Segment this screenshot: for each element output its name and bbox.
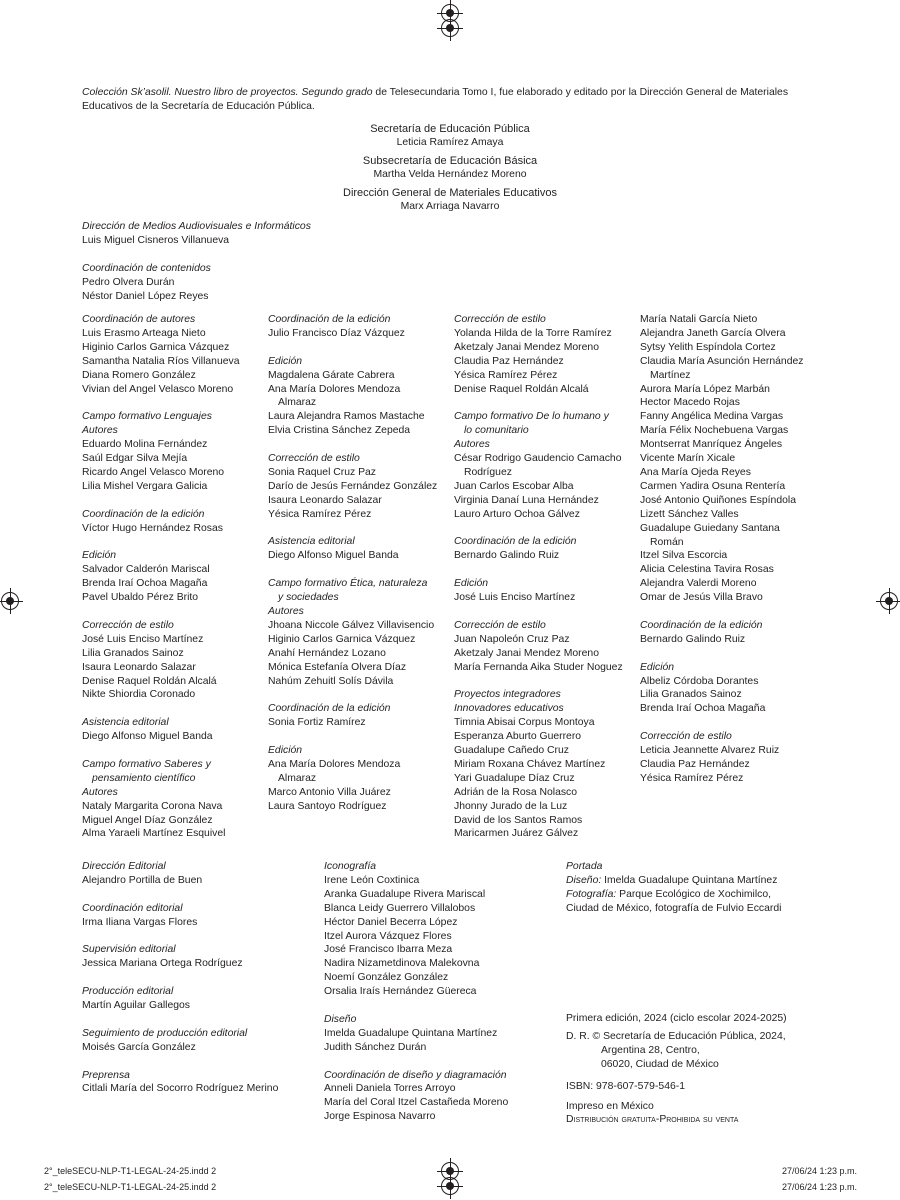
credit-name: Alejandra Janeth García Olvera <box>640 327 786 339</box>
credit-name: Hector Macedo Rojas <box>640 397 740 409</box>
credit-name: Blanca Leidy Guerrero Villalobos <box>324 902 476 914</box>
credit-name: Jessica Mariana Ortega Rodríguez <box>82 958 243 970</box>
credit-name: Noemí González González <box>324 972 449 984</box>
credit-name: Martínez <box>650 369 691 381</box>
spacer <box>268 438 448 452</box>
credit-name: Isaura Leonardo Salazar <box>268 494 382 506</box>
credit-name: Vicente Marín Xicale <box>640 453 736 465</box>
spacer <box>82 494 262 508</box>
credit-name: Elvia Cristina Sánchez Zepeda <box>268 425 411 437</box>
role-heading: Supervisión editorial <box>82 944 176 956</box>
role-heading: Asistencia editorial <box>82 717 169 729</box>
credit-name: Jhonny Jurado de la Luz <box>454 800 568 812</box>
credit-name: Julio Francisco Díaz Vázquez <box>268 327 405 339</box>
credit-name: Juan Napoleón Cruz Paz <box>454 633 570 645</box>
role-heading: Corrección de estilo <box>82 619 174 631</box>
role-heading: Edición <box>640 661 675 673</box>
credit-name: Brenda Iraí Ochoa Magaña <box>640 703 766 715</box>
spacer <box>82 1055 278 1069</box>
role-heading: Seguimiento de producción editorial <box>82 1027 248 1039</box>
credit-name: Yari Guadalupe Díaz Cruz <box>454 772 575 784</box>
credit-name: Pavel Ubaldo Pérez Brito <box>82 592 199 604</box>
credit-name: Nataly Margarita Corona Nava <box>82 800 223 812</box>
credit-name: Leticia Jeannette Alvarez Ruiz <box>640 745 780 757</box>
credit-name: Timnia Abisai Corpus Montoya <box>454 717 595 729</box>
spacer <box>82 605 262 619</box>
role-heading: Coordinación de autores <box>82 314 196 325</box>
spacer <box>82 535 262 549</box>
spacer <box>268 730 448 744</box>
credit-name: Claudia Paz Hernández <box>454 355 564 367</box>
officials-block <box>0 122 900 214</box>
credit-name: Darío de Jesús Fernández González <box>268 480 438 492</box>
official-name: Martha Velda Hernández Moreno <box>373 169 527 180</box>
credit-name: Yésica Ramírez Pérez <box>640 772 744 784</box>
credit-name: Irma Iliana Vargas Flores <box>82 916 198 928</box>
credit-name: María del Coral Itzel Castañeda Moreno <box>324 1097 509 1109</box>
official-title: Dirección General de Materiales Educativos <box>343 187 557 199</box>
credit-name: Magdalena Gárate Cabrera <box>268 369 395 381</box>
credit-name: Almaraz <box>278 772 317 784</box>
spacer <box>82 930 278 944</box>
spacer <box>82 971 278 985</box>
role-heading: Edición <box>454 578 489 590</box>
role-heading: Coordinación de la edición <box>268 314 391 325</box>
field-heading: Proyectos integradores <box>454 689 561 701</box>
credit-name: José Luis Enciso Martínez <box>82 633 204 645</box>
credit-name: Marco Antonio Villa Juárez <box>268 786 391 798</box>
spacer <box>640 647 820 661</box>
credit-name: Lauro Arturo Ochoa Gálvez <box>454 508 580 520</box>
spacer <box>324 1055 508 1069</box>
credit-name: Claudia Paz Hernández <box>640 758 750 770</box>
credit-name: María Fernanda Aika Studer Noguez <box>454 661 623 673</box>
spacer <box>82 744 262 758</box>
credit-name: Guadalupe Cañedo Cruz <box>454 745 569 757</box>
role-heading: Autores <box>82 786 118 798</box>
role-heading: Coordinación de la edición <box>268 703 391 715</box>
credit-name: Sytsy Yelith Espíndola Cortez <box>640 341 776 353</box>
role-heading: Corrección de estilo <box>640 731 732 743</box>
credit-name: Brenda Iraí Ochoa Magaña <box>82 578 208 590</box>
credit-name: Albeliz Córdoba Dorantes <box>640 675 759 687</box>
spacer <box>640 605 820 619</box>
credits-column-4 <box>640 313 820 786</box>
spacer <box>454 522 634 536</box>
credit-name: Carmen Yadira Osuna Rentería <box>640 480 786 492</box>
registration-mark-top-2 <box>441 19 459 37</box>
credit-name: Fanny Angélica Medina Vargas <box>640 411 784 423</box>
spacer <box>268 522 448 536</box>
credit-name: Nadira Nizametdinova Malekovna <box>324 958 480 970</box>
credit-name: Diego Alfonso Miguel Banda <box>268 550 399 562</box>
role-heading: Producción editorial <box>82 986 174 998</box>
spacer <box>454 605 634 619</box>
credit-name: Luis Erasmo Arteaga Nieto <box>82 327 206 339</box>
credit-name: Diego Alfonso Miguel Banda <box>82 731 213 743</box>
role-heading: Preprensa <box>82 1069 130 1081</box>
credit-name: Alejandro Portilla de Buen <box>82 874 203 886</box>
credit-name: Miriam Roxana Chávez Martínez <box>454 758 606 770</box>
role-heading: Coordinación de la edición <box>82 508 205 520</box>
credit-name: Lilia Granados Sainoz <box>640 689 742 701</box>
credit-name: Sonia Raquel Cruz Paz <box>268 466 377 478</box>
section-heading: Dirección de Medios Audiovisuales e Informáticos <box>82 221 311 232</box>
official-title: Subsecretaría de Educación Básica <box>362 155 538 167</box>
credit-name: María Natali García Nieto <box>640 314 758 325</box>
credit-name: Aketzaly Janai Mendez Moreno <box>454 341 599 353</box>
credit-name: Omar de Jesús Villa Bravo <box>640 592 763 604</box>
bottom-credits-left <box>82 860 278 1096</box>
address-line: 06020, Ciudad de México <box>601 1058 719 1070</box>
credits-column-1 <box>82 313 262 841</box>
bottom-credits-middle <box>324 860 508 1124</box>
field-heading: Campo formativo Saberes y <box>82 758 211 770</box>
intro-text: de Telesecundaria Tomo I, fue elaborado y editado por la Dirección General de Materiales Educativos de la Secretaría de Educación Pública. <box>82 87 789 112</box>
credit-name: Ana María Dolores Mendoza <box>268 758 401 770</box>
credit-name: Orsalia Iraís Hernández Güereca <box>324 986 477 998</box>
spacer <box>268 563 448 577</box>
credit-name: Nikte Shiordia Coronado <box>82 689 196 701</box>
top-sections <box>82 220 311 303</box>
credit-name: Irene León Coxtinica <box>324 874 420 886</box>
credit-name: Guadalupe Guiedany Santana <box>640 522 780 534</box>
credit-name: José Antonio Quiñones Espíndola <box>640 494 796 506</box>
field-heading: y sociedades <box>278 592 339 604</box>
credit-name: Higinio Carlos Garnica Vázquez <box>82 341 230 353</box>
edition-info: Primera edición, 2024 (ciclo escolar 2024-2025) <box>566 1013 787 1024</box>
credit-name: Mónica Estefanía Olvera Díaz <box>268 661 407 673</box>
credit-name: Sonia Fortiz Ramírez <box>268 717 366 729</box>
credit-name: Eduardo Molina Fernández <box>82 439 208 451</box>
credit-name: Alicia Celestina Tavira Rosas <box>640 564 774 576</box>
credit-name: José Francisco Ibarra Meza <box>324 944 453 956</box>
credit-name: Yésica Ramírez Pérez <box>268 508 372 520</box>
address-line: Argentina 28, Centro, <box>601 1044 700 1056</box>
legal-block <box>566 1012 787 1127</box>
role-heading: Edición <box>268 355 303 367</box>
field-heading: lo comunitario <box>464 425 529 437</box>
credit-name: Luis Miguel Cisneros Villanueva <box>82 234 230 246</box>
role-heading: Edición <box>268 745 303 756</box>
credit-name: Anneli Daniela Torres Arroyo <box>324 1083 456 1095</box>
role-heading: Iconografía <box>324 861 376 872</box>
role-heading: Corrección de estilo <box>454 314 546 325</box>
credit-name: Pedro Olvera Durán <box>82 276 175 288</box>
section-heading: Coordinación de contenidos <box>82 262 211 274</box>
credit-name: Diana Romero González <box>82 369 196 381</box>
role-heading: Dirección Editorial <box>82 861 166 872</box>
credit-name: Laura Alejandra Ramos Mastache <box>268 411 425 423</box>
credit-name: Maricarmen Juárez Gálvez <box>454 828 579 840</box>
credit-name: Miguel Angel Díaz González <box>82 814 213 826</box>
cover-heading: Portada <box>566 861 603 872</box>
field-heading: Campo formativo Lenguajes <box>82 411 212 423</box>
intro-paragraph <box>82 86 802 114</box>
spacer <box>454 396 634 410</box>
registration-mark-bottom-2 <box>441 1177 459 1195</box>
credit-name: Citlali María del Socorro Rodríguez Merino <box>82 1083 279 1095</box>
field-heading: Innovadores educativos <box>454 703 564 715</box>
field-heading: pensamiento científico <box>92 772 196 784</box>
credits-column-2 <box>268 313 448 814</box>
cover-credits <box>566 860 781 916</box>
credit-name: Samantha Natalia Ríos Villanueva <box>82 355 240 367</box>
credit-name: Adrián de la Rosa Nolasco <box>454 786 578 798</box>
credit-name: María Félix Nochebuena Vargas <box>640 425 789 437</box>
credit-name: Moisés García González <box>82 1041 196 1053</box>
official-name: Marx Arriaga Navarro <box>400 201 500 212</box>
credit-name: Laura Santoyo Rodríguez <box>268 800 387 812</box>
printed-in: Impreso en México <box>566 1100 654 1112</box>
credit-name: José Luis Enciso Martínez <box>454 592 576 604</box>
role-heading: Diseño <box>324 1013 357 1025</box>
credit-name: Néstor Daniel López Reyes <box>82 290 209 302</box>
credit-name: Román <box>650 536 684 548</box>
credit-name: David de los Santos Ramos <box>454 814 583 826</box>
credit-name: Salvador Calderón Mariscal <box>82 564 210 576</box>
credit-name: Martín Aguilar Gallegos <box>82 1000 191 1012</box>
credit-name: Denise Raquel Roldán Alcalá <box>454 383 589 395</box>
spacer <box>640 716 820 730</box>
credit-name: Ana María Ojeda Reyes <box>640 466 751 478</box>
credit-name: Aurora María López Marbán <box>640 383 770 395</box>
role-heading: Autores <box>268 605 304 617</box>
credit-name: Jorge Espinosa Navarro <box>324 1111 436 1123</box>
spacer <box>454 675 634 689</box>
slug-file-name: 2°_teleSECU-NLP-T1-LEGAL-24-25.indd 2 <box>44 1182 217 1192</box>
spacer <box>82 888 278 902</box>
field-heading: Campo formativo De lo humano y <box>454 411 609 423</box>
cover-photo: Fotografía: Parque Ecológico de Xochimilco, <box>566 888 772 900</box>
slug-date: 27/06/24 1:23 p.m. <box>782 1166 858 1176</box>
credit-name: Higinio Carlos Garnica Vázquez <box>268 633 416 645</box>
credit-name: Judith Sánchez Durán <box>324 1041 427 1053</box>
credit-name: Saúl Edgar Silva Mejía <box>82 453 188 465</box>
credit-name: Rodríguez <box>464 466 512 478</box>
spacer <box>268 341 448 355</box>
role-heading: Coordinación de la edición <box>454 536 577 548</box>
credit-name: Virginia Danaí Luna Hernández <box>454 494 599 506</box>
credit-name: Bernardo Galindo Ruiz <box>454 550 560 562</box>
credit-name: Esperanza Aburto Guerrero <box>454 731 582 743</box>
spacer <box>82 1013 278 1027</box>
credit-name: Juan Carlos Escobar Alba <box>454 480 574 492</box>
spacer <box>82 702 262 716</box>
credit-name: Bernardo Galindo Ruiz <box>640 633 746 645</box>
official-title: Secretaría de Educación Pública <box>370 123 530 135</box>
credit-name: Lilia Mishel Vergara Galicia <box>82 480 208 492</box>
credit-name: Itzel Aurora Vázquez Flores <box>324 930 452 942</box>
slug-date: 27/06/24 1:23 p.m. <box>782 1182 858 1192</box>
cover-design: Diseño: Imelda Guadalupe Quintana Martínez <box>566 874 778 886</box>
spacer <box>268 688 448 702</box>
credit-name: Claudia María Asunción Hernández <box>640 355 804 367</box>
field-heading: Campo formativo Ética, naturaleza <box>268 578 428 590</box>
spacer <box>454 563 634 577</box>
credit-name: Denise Raquel Roldán Alcalá <box>82 675 217 687</box>
credit-name: Lizett Sánchez Valles <box>640 508 739 520</box>
credit-name: Ricardo Angel Velasco Moreno <box>82 466 225 478</box>
credit-name: Vivian del Angel Velasco Moreno <box>82 383 234 395</box>
role-heading: Coordinación editorial <box>82 902 183 914</box>
credit-name: Aketzaly Janai Mendez Moreno <box>454 647 599 659</box>
credit-name: Víctor Hugo Hernández Rosas <box>82 522 223 534</box>
credit-name: Alejandra Valerdi Moreno <box>640 578 757 590</box>
spacer <box>82 396 262 410</box>
spacer <box>324 999 508 1013</box>
credit-name: Alma Yaraeli Martínez Esquivel <box>82 828 226 840</box>
role-heading: Coordinación de diseño y diagramación <box>324 1069 507 1081</box>
role-heading: Autores <box>82 425 118 437</box>
credit-name: Ana María Dolores Mendoza <box>268 383 401 395</box>
official-name: Leticia Ramírez Amaya <box>396 137 504 148</box>
registration-mark-left <box>1 592 19 610</box>
copyright-line: D. R. © Secretaría de Educación Pública, 2024, <box>566 1030 786 1042</box>
credit-name: Isaura Leonardo Salazar <box>82 661 196 673</box>
credit-name: Aranka Guadalupe Rivera Mariscal <box>324 888 486 900</box>
credit-name: Jhoana Niccole Gálvez Villavisencio <box>268 619 435 631</box>
credit-name: Anahí Hernández Lozano <box>268 647 386 659</box>
credit-name: Héctor Daniel Becerra López <box>324 916 458 928</box>
cover-photo-credit: Ciudad de México, fotografía de Fulvio Eccardi <box>566 902 782 914</box>
role-heading: Autores <box>454 439 490 451</box>
credit-name: Itzel Silva Escorcia <box>640 550 728 562</box>
slug-file-name: 2°_teleSECU-NLP-T1-LEGAL-24-25.indd 2 <box>44 1166 217 1176</box>
credit-name: Almaraz <box>278 397 317 409</box>
credit-name: César Rodrigo Gaudencio Camacho <box>454 453 622 465</box>
credit-name: Lilia Granados Sainoz <box>82 647 184 659</box>
distribution-notice: Distribución gratuita-Prohibida su venta <box>566 1114 739 1126</box>
registration-mark-right <box>880 592 898 610</box>
isbn: ISBN: 978-607-579-546-1 <box>566 1080 685 1092</box>
credit-name: Montserrat Manríquez Ángeles <box>640 439 783 451</box>
role-heading: Corrección de estilo <box>454 619 546 631</box>
credit-name: Yolanda Hilda de la Torre Ramírez <box>454 327 612 339</box>
role-heading: Coordinación de la edición <box>640 619 763 631</box>
credits-column-3 <box>454 313 634 841</box>
role-heading: Edición <box>82 550 117 562</box>
role-heading: Corrección de estilo <box>268 453 360 465</box>
credit-name: Yésica Ramírez Pérez <box>454 369 558 381</box>
role-heading: Asistencia editorial <box>268 536 355 548</box>
intro-title: Colección Sk’asolil. Nuestro libro de proyectos. Segundo grado <box>82 87 373 98</box>
credit-name: Imelda Guadalupe Quintana Martínez <box>324 1027 498 1039</box>
credit-name: Nahúm Zehuitl Solís Dávila <box>268 675 394 687</box>
